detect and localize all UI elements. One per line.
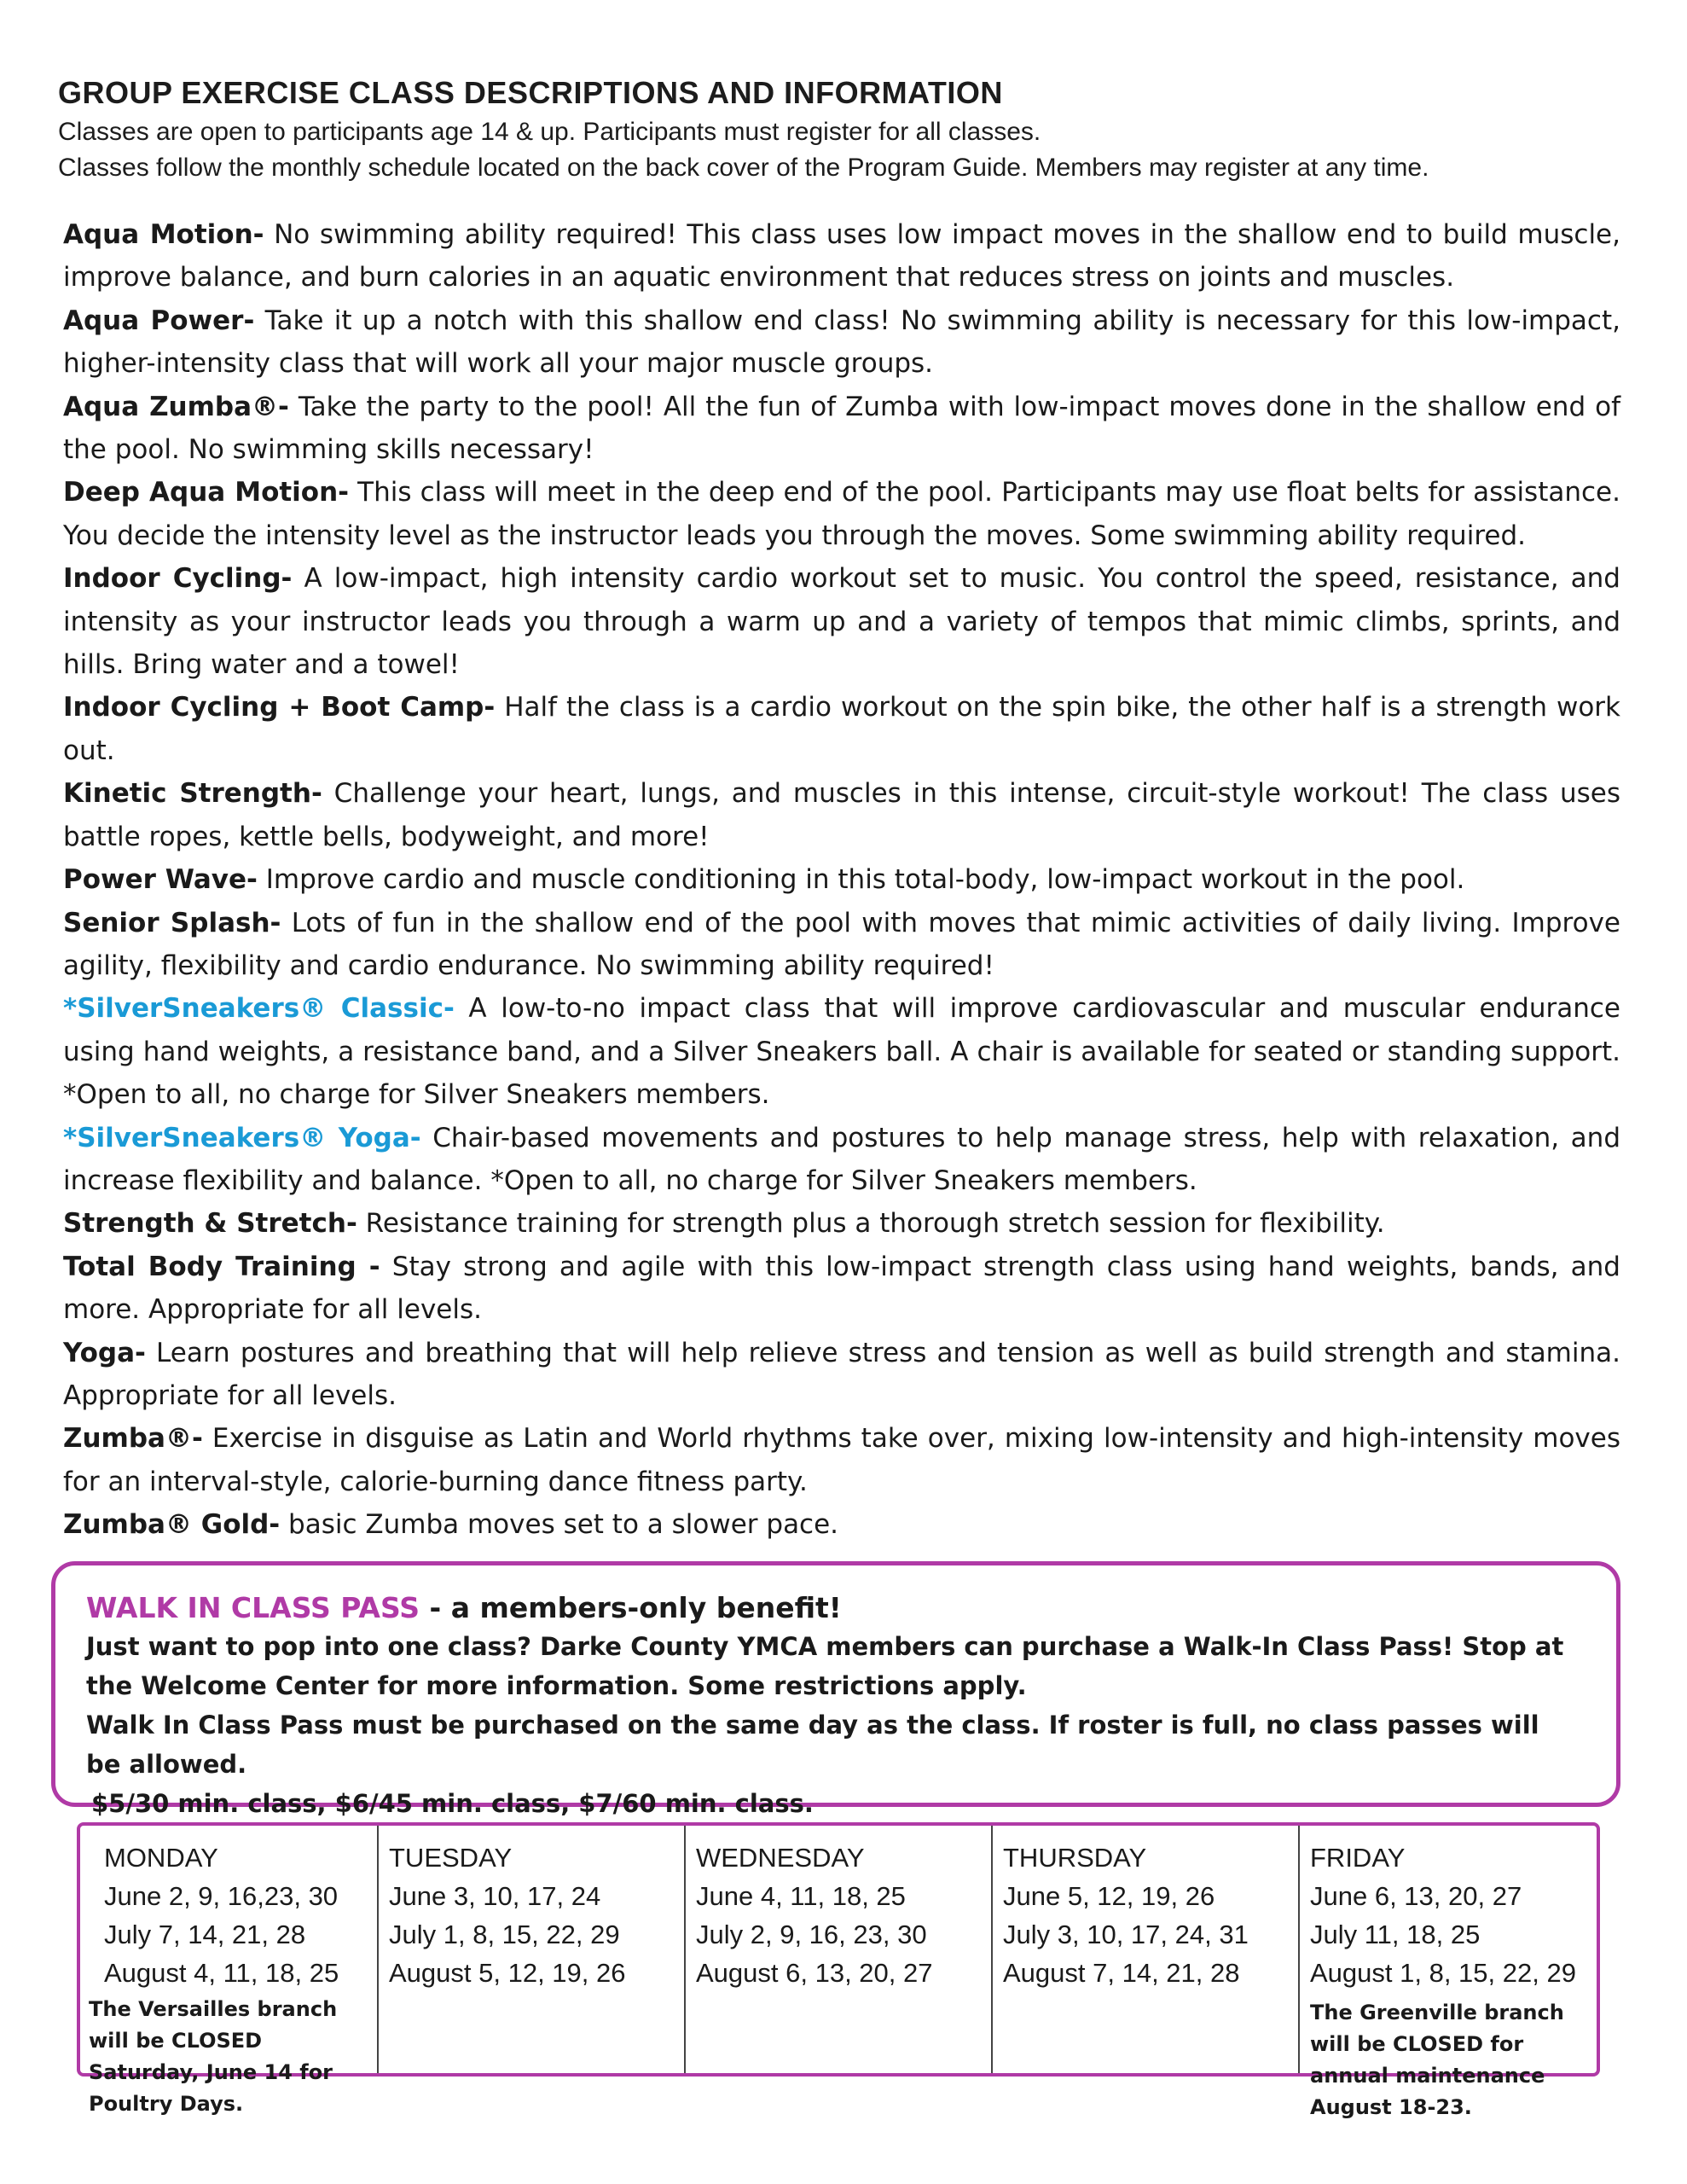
class-indoor-cycling	[63, 557, 1620, 686]
closure-note: The Greenville branch will be CLOSED for annual maintenance August 18-23.	[1310, 2001, 1564, 2119]
class-name: Indoor Cycling + Boot Camp-	[63, 692, 496, 723]
class-name: Zumba®-	[63, 1423, 203, 1455]
class-silversneakers-classic	[63, 987, 1620, 1116]
closure-note: The Versailles branch will be CLOSED Saturday, June 14 for Poultry Days.	[89, 1997, 338, 2116]
day-name: MONDAY	[104, 1843, 218, 1873]
dates-july: July 7, 14, 21, 28	[104, 1920, 306, 1949]
class-name: Aqua Motion-	[63, 219, 264, 250]
walk-in-info: Just want to pop into one class? Darke County YMCA members can purchase a Walk-In Class Pass! Stop at the Welcome Center for more information. Some restrictions apply.	[86, 1632, 1564, 1700]
dates-june: June 3, 10, 17, 24	[389, 1881, 601, 1911]
walk-in-prices: $5/30 min. class, $6/45 min. class, $7/60 min. class.	[91, 1789, 814, 1818]
dates-august: August 6, 13, 20, 27	[696, 1958, 933, 1988]
class-senior-splash	[63, 902, 1620, 988]
dates-june: June 5, 12, 19, 26	[1003, 1881, 1215, 1911]
class-name: *SilverSneakers® Yoga-	[63, 1122, 421, 1153]
class-description: Half the class is a cardio workout on the spin bike, the other half is a strength work out.	[63, 692, 1621, 766]
class-strength-stretch	[63, 1202, 1620, 1245]
class-name: Senior Splash-	[63, 907, 281, 938]
class-name: Zumba® Gold-	[63, 1509, 281, 1541]
class-description: A low-to-no impact class that will improve cardiovascular and muscular endurance using hand weights, a resistance band, and a Silver Sneakers ball. A chair is available for seated or standing support. *Open to all, no charge for Silver Sneakers members.	[63, 993, 1620, 1111]
class-description: Stay strong and agile with this low-impact strength class using hand weights, bands, and more. Appropriate for all levels.	[63, 1251, 1620, 1326]
dates-july: July 3, 10, 17, 24, 31	[1003, 1920, 1249, 1949]
day-name: THURSDAY	[1003, 1843, 1147, 1873]
class-description: Exercise in disguise as Latin and World rhythms take over, mixing low-intensity and high-intensity moves for an interval-style, calorie-burning dance fitness party.	[63, 1423, 1620, 1497]
dates-july: July 1, 8, 15, 22, 29	[389, 1920, 620, 1949]
class-name: Aqua Zumba®-	[63, 391, 289, 422]
class-description: Lots of fun in the shallow end of the pool with moves that mimic activities of daily living. Improve agility, flexibility and cardio endurance. No swimming ability required!	[63, 907, 1621, 981]
page-title: GROUP EXERCISE CLASS DESCRIPTIONS AND INFORMATION	[58, 75, 1003, 110]
dates-june: June 4, 11, 18, 25	[696, 1881, 906, 1911]
dates-august: August 5, 12, 19, 26	[389, 1958, 626, 1988]
class-description: Challenge your heart, lungs, and muscles in this intense, circuit-style workout! The class uses battle ropes, kettle bells, bodyweight, and more!	[63, 778, 1621, 852]
class-name: Strength & Stretch-	[63, 1208, 357, 1240]
class-description: This class will meet in the deep end of the pool. Participants may use float belts for assistance. You decide the intensity level as the instructor leads you through the moves. Some swimming ability required.	[63, 477, 1620, 551]
day-name: FRIDAY	[1310, 1843, 1406, 1873]
schedule-column-friday	[1300, 1826, 1597, 2119]
schedule-column-thursday	[993, 1826, 1300, 2073]
class-descriptions	[63, 213, 1620, 1547]
walk-in-class-pass-box	[51, 1561, 1620, 1818]
walk-in-rule: Walk In Class Pass must be purchased on the same day as the class. If roster is full, no class passes will be allowed.	[86, 1711, 1539, 1779]
class-zumba-gold	[63, 1503, 1620, 1546]
walk-in-subtitle: - a members-only benefit!	[420, 1591, 842, 1624]
class-aqua-motion	[63, 213, 1620, 299]
class-description: A low-impact, high intensity cardio workout set to music. You control the speed, resistance, and intensity as your instructor leads you through a warm up and a variety of tempos that mimic climbs, sprints, and hills. Bring water and a towel!	[63, 563, 1620, 681]
class-total-body-training	[63, 1246, 1620, 1332]
class-description: Improve cardio and muscle conditioning in this total-body, low-impact workout in the pool.	[257, 864, 1465, 896]
class-name: Total Body Training -	[63, 1251, 380, 1282]
class-power-wave	[63, 858, 1620, 901]
schedule-table	[77, 1822, 1600, 2119]
class-description: basic Zumba moves set to a slower pace.	[280, 1509, 839, 1541]
class-description: Learn postures and breathing that will help relieve stress and tension as well as build strength and stamina. Appropriate for all levels.	[63, 1337, 1620, 1411]
walk-in-heading	[86, 1589, 1582, 1627]
class-name: Power Wave-	[63, 864, 258, 896]
class-description: Chair-based movements and postures to help manage stress, help with relaxation, and increase flexibility and balance. *Open to all, no charge for Silver Sneakers members.	[63, 1122, 1620, 1196]
class-description: No swimming ability required! This class uses low impact moves in the shallow end to build muscle, improve balance, and burn calories in an aquatic environment that reduces stress on joints and muscles.	[63, 219, 1620, 293]
class-name: *SilverSneakers® Classic-	[63, 993, 455, 1025]
class-name: Yoga-	[63, 1337, 146, 1368]
class-zumba	[63, 1417, 1620, 1503]
dates-june: June 2, 9, 16,23, 30	[104, 1881, 339, 1911]
day-name: TUESDAY	[389, 1843, 513, 1873]
dates-july: July 11, 18, 25	[1310, 1920, 1481, 1949]
intro-schedule-line: Classes follow the monthly schedule located on the back cover of the Program Guide. Members may register at any time.	[58, 154, 1429, 182]
class-description: Take it up a notch with this shallow end class! No swimming ability is necessary for this low-impact, higher-intensity class that will work all your major muscle groups.	[63, 305, 1620, 380]
class-kinetic-strength	[63, 772, 1620, 858]
day-name: WEDNESDAY	[696, 1843, 865, 1873]
schedule-column-tuesday	[379, 1826, 686, 2073]
walk-in-title: WALK IN CLASS PASS	[86, 1591, 420, 1624]
dates-august: August 7, 14, 21, 28	[1003, 1958, 1240, 1988]
class-description: Take the party to the pool! All the fun of Zumba with low-impact moves done in the shallow end of the pool. No swimming skills necessary!	[63, 391, 1620, 466]
class-yoga	[63, 1332, 1620, 1418]
class-name: Aqua Power-	[63, 305, 255, 336]
class-name: Kinetic Strength-	[63, 778, 322, 810]
dates-august: August 1, 8, 15, 22, 29	[1310, 1958, 1576, 1988]
class-deep-aqua-motion	[63, 471, 1620, 557]
class-silversneakers-yoga	[63, 1117, 1620, 1203]
class-name: Deep Aqua Motion-	[63, 477, 350, 508]
class-aqua-zumba	[63, 386, 1620, 472]
dates-august: August 4, 11, 18, 25	[104, 1958, 339, 1988]
dates-july: July 2, 9, 16, 23, 30	[696, 1920, 927, 1949]
class-indoor-cycling-boot-camp	[63, 686, 1620, 772]
intro-age-line: Classes are open to participants age 14 & up. Participants must register for all classes.	[58, 118, 1041, 146]
dates-june: June 6, 13, 20, 27	[1310, 1881, 1522, 1911]
schedule-column-wednesday	[686, 1826, 993, 2073]
schedule-column-monday	[80, 1826, 379, 2116]
page-header	[58, 72, 1644, 186]
class-name: Indoor Cycling-	[63, 563, 293, 595]
class-aqua-power	[63, 299, 1620, 386]
class-description: Resistance training for strength plus a thorough stretch session for flexibility.	[357, 1208, 1385, 1240]
